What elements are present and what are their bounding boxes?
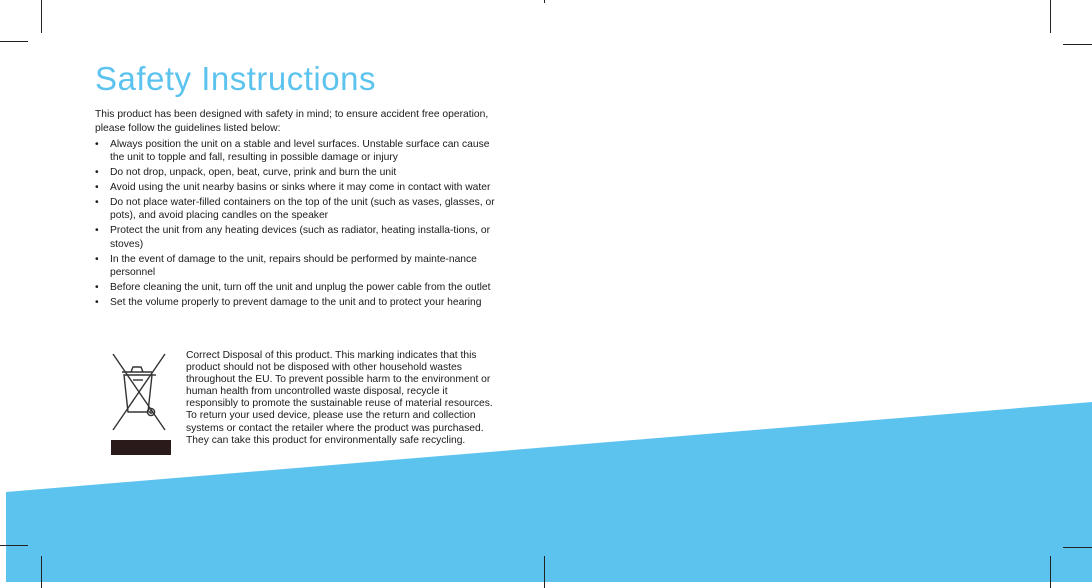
crop-mark <box>544 556 545 588</box>
guideline-item: • Protect the unit from any heating devices (such as radiator, heating installa-tions, or stoves) <box>95 224 495 250</box>
guideline-item: • In the event of damage to the unit, repairs should be performed by mainte-nance personnel <box>95 253 495 279</box>
page-title: Safety Instructions <box>95 60 376 97</box>
crop-mark <box>0 545 28 546</box>
crop-mark <box>41 556 42 588</box>
guideline-item: • Set the volume properly to prevent damage to the unit and to protect your hearing <box>95 296 495 309</box>
crop-mark <box>1050 0 1051 33</box>
crossed-out-wheelie-bin-icon <box>107 350 171 456</box>
crop-mark <box>1063 547 1092 548</box>
guideline-item: • Before cleaning the unit, turn off the unit and unplug the power cable from the outlet <box>95 281 495 294</box>
guideline-item: • Do not drop, unpack, open, beat, curve, prink and burn the unit <box>95 166 495 179</box>
guideline-item: • Avoid using the unit nearby basins or sinks where it may come in contact with water <box>95 181 495 194</box>
intro-paragraph: This product has been designed with safety in mind; to ensure accident free operation, please follow the guidelines listed below: <box>95 109 489 134</box>
crop-mark <box>544 0 545 3</box>
crop-mark <box>0 41 28 42</box>
guideline-item: • Always position the unit on a stable and level surfaces. Unstable surface can cause the unit to topple and fall, resulting in possible damage or injury <box>95 138 495 164</box>
disposal-notice: Correct Disposal of this product. This marking indicates that this product should not be disposed with other household wastes throughout the EU. To prevent possible harm to the environment or human health from uncontrolled waste disposal, recycle it responsibly to promote the sustainable reuse of material resources. To return your used device, please use the return and collection systems or contact the retailer where the product was purchased. They can take this product for environmentally safe recycling. <box>186 350 493 446</box>
guideline-item: • Do not place water-filled containers on the top of the unit (such as vases, glasses, or pots), and avoid placing candles on the speaker <box>95 196 495 222</box>
crop-mark <box>1063 44 1092 45</box>
safety-guidelines-list <box>95 138 495 311</box>
crop-mark <box>41 0 42 33</box>
crop-mark <box>1050 556 1051 588</box>
